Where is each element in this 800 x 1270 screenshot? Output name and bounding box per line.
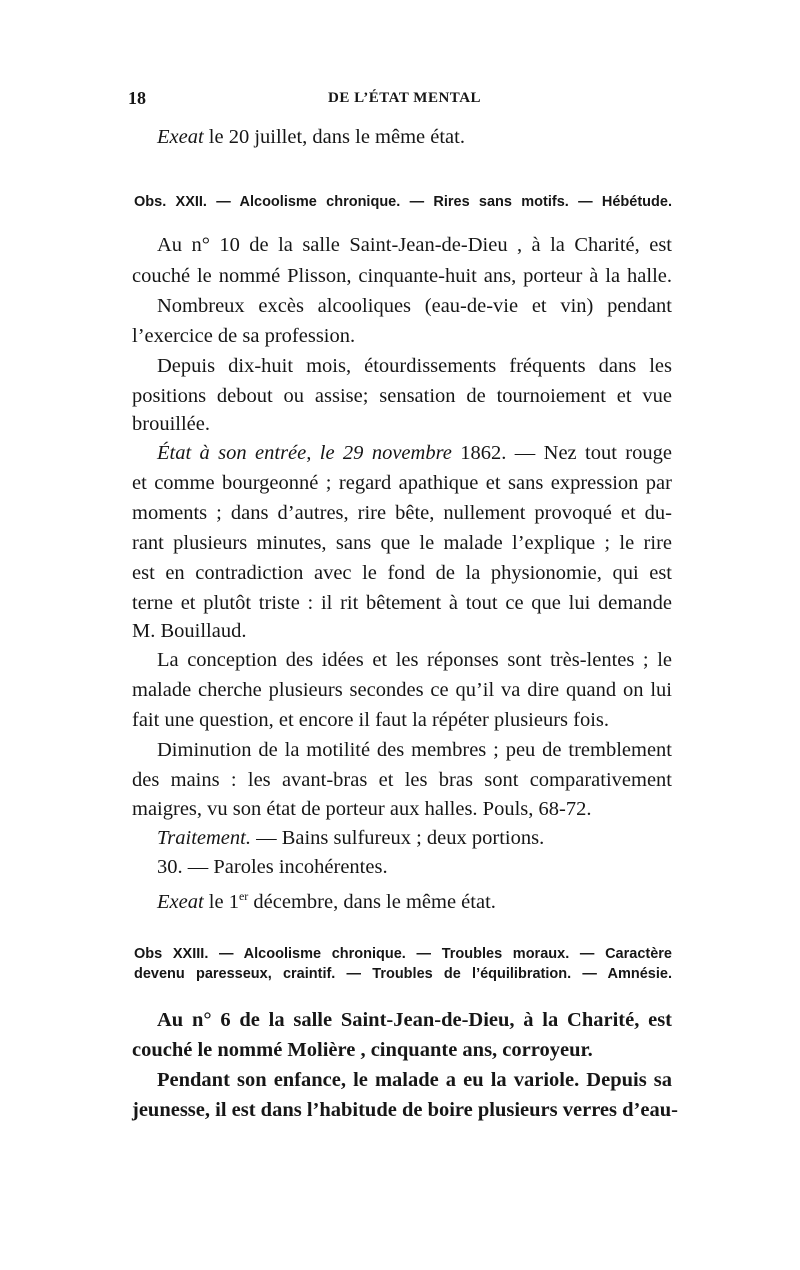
obs22-line-13: M. Bouillaud. [132,620,247,642]
line-30: 30. — Paroles incohérentes. [157,856,388,878]
exeat2-word: Exeat [157,890,204,913]
obs22-line-12: terne et plutôt triste : il rit bêtement à tout ce que lui demande [132,592,672,614]
obs23-line-3: Pendant son enfance, le malade a eu la variole. Depuis sa [157,1069,672,1091]
exeat2-rest-b: décembre, dans le même état. [248,890,496,913]
obs22-line-7: brouillée. [132,413,210,435]
obs23-title-line-1: Obs XXIII. — Alcoolisme chronique. — Troubles moraux. — Caractère [134,946,672,962]
obs23-line-2: couché le nommé Molière , cinquante ans, corroyeur. [132,1039,593,1061]
page-header [128,88,668,112]
obs22-line-19: maigres, vu son état de porteur aux halles. Pouls, 68-72. [132,798,592,820]
exeat-word: Exeat [157,126,204,148]
obs22-line-10: rant plusieurs minutes, sans que le malade l’explique ; le rire [132,532,672,554]
exeat2-rest-a: le 1 [203,890,239,913]
exeat2-line [157,883,672,915]
traitement-rest: — Bains sulfureux ; deux portions. [250,827,545,849]
etat-rest: 1862. — Nez tout rouge [451,442,672,464]
obs22-line-11: est en contradiction avec le fond de la physionomie, qui est [132,562,672,584]
obs22-title: Obs. XXII. — Alcoolisme chronique. — Rires sans motifs. — Hébétude. [134,194,672,210]
page-number: 18 [128,88,146,108]
etat-italic: État à son entrée, le 29 novembre [157,442,452,464]
obs22-line-6: positions debout ou assise; sensation de tournoiement et vue [132,385,672,407]
obs22-line-4: l’exercice de sa profession. [132,325,356,347]
obs22-line-9: moments ; dans d’autres, rire bête, nullement provoqué et du- [132,502,672,524]
obs22-line-8: et comme bourgeonné ; regard apathique et sans expression par [132,472,672,494]
obs22-line-5: Depuis dix-huit mois, étourdissements fréquents dans les [157,355,672,377]
exeat-line [157,124,672,150]
running-title: DE L’ÉTAT MENTAL [328,90,482,106]
obs23-line-1: Au n° 6 de la salle Saint-Jean-de-Dieu, à la Charité, est [157,1009,672,1031]
etat-line [157,440,672,466]
obs22-line-17: Diminution de la motilité des membres ; peu de tremblement [157,739,672,761]
exeat2-sup: er [238,889,249,903]
obs22-line-14: La conception des idées et les réponses sont très-lentes ; le [157,649,672,671]
obs22-line-16: fait une question, et encore il faut la répéter plusieurs fois. [132,709,610,731]
obs22-line-1: Au n° 10 de la salle Saint-Jean-de-Dieu , à la Charité, est [157,234,672,256]
obs23-line-4: jeunesse, il est dans l’habitude de boire plusieurs verres d’eau- [132,1099,678,1121]
obs22-line-3: Nombreux excès alcooliques (eau-de-vie et vin) pendant [157,295,672,317]
obs22-line-15: malade cherche plusieurs secondes ce qu’il va dire quand on lui [132,679,672,701]
obs23-title-line-2: devenu paresseux, craintif. — Troubles de l’équilibration. — Amnésie. [134,966,672,982]
obs22-line-18: des mains : les avant-bras et les bras sont comparativement [132,769,672,791]
exeat-rest: le 20 juillet, dans le même état. [203,126,465,148]
traitement-italic: Traitement. [157,827,251,849]
obs22-line-2: couché le nommé Plisson, cinquante-huit ans, porteur à la halle. [132,265,672,287]
traitement-line [157,825,672,851]
